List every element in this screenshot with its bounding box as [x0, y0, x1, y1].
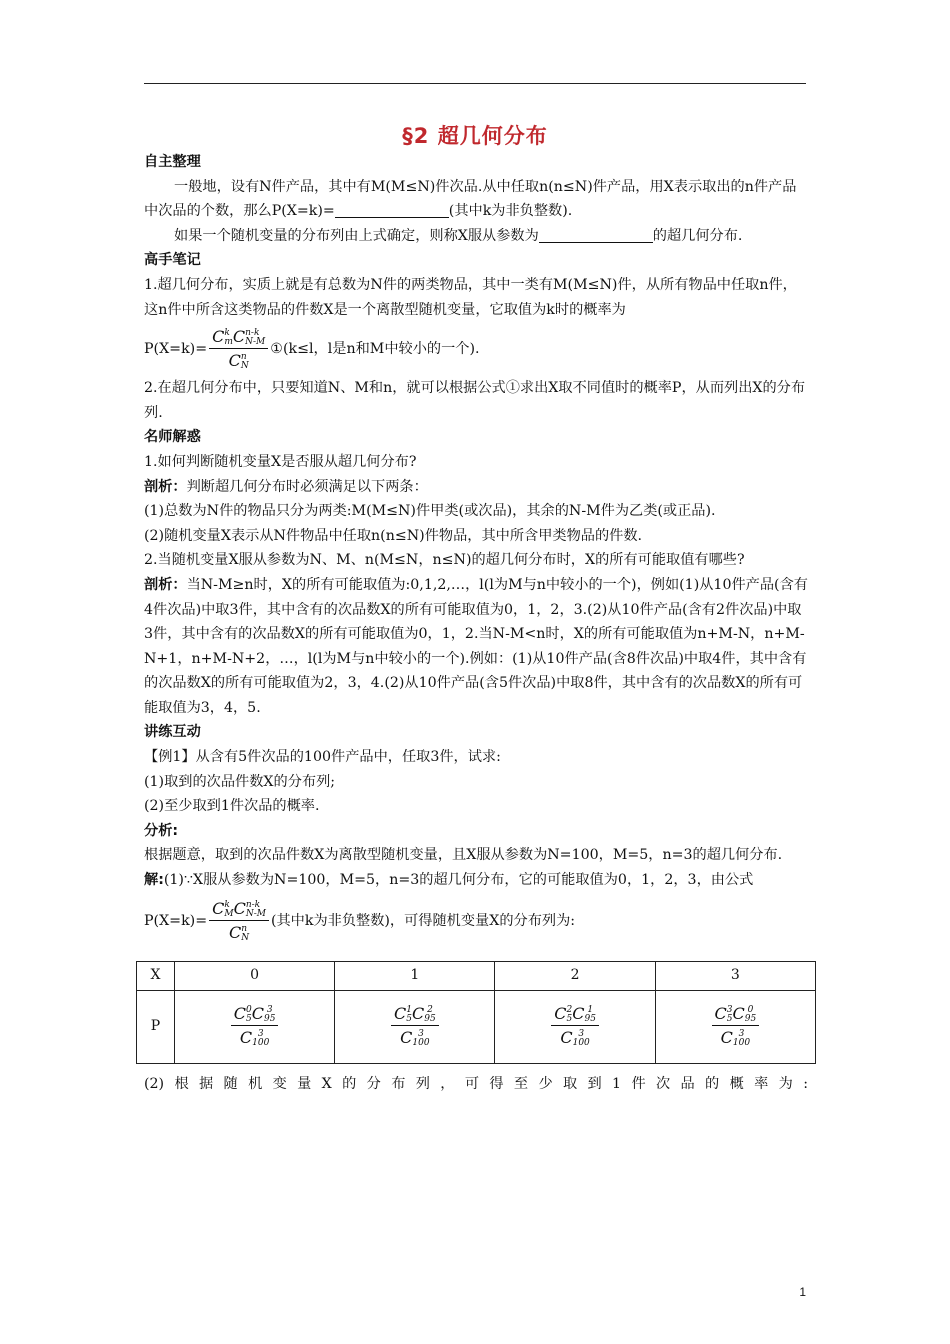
analysis-label: 剖析： [144, 576, 187, 593]
text: 如果一个随机变量的分布列由上式确定，则称X服从参数为 [174, 227, 539, 244]
table-header-cell: 1 [335, 961, 495, 990]
note-1: 1.超几何分布，实质上就是有总数为N件的两类物品，其中一类有M(M≤N)件，从所有物品中任取n件，这n件中所含这类物品的件数X是一个离散型随机变量，它取值为k时的概率为 [144, 276, 797, 318]
text: 当N-M≥n时，X的所有可能取值为:0,1,2,…，l(l为M与n中较小的一个)，例如(1)从10件产品(含有4件次品)中取3件，其中含有的次品数X的所有可能取值为0，1，2，3.(2)从10件产品(含有2件次品)中取3件，其中含有的次品数X的所有可能取值为0，1，2.当N-M<n时，X的所有可能取值为n+M-N，n+M-N+1，n+M-N+2，…，l(l为M与n中较小的一个).例如：(1)从10件产品(含8件次品)中取4件，其中含有的次品数X的所有可能取值为2，3，4.(2)从10件产品(含5件次品)中取8件，其中含有的次品数X的所有可能取值为3，4，5. [144, 576, 808, 716]
table-row [137, 990, 816, 1063]
table-header-cell: 3 [655, 961, 815, 990]
table-header-cell: X [137, 961, 175, 990]
distribution-table [136, 961, 816, 1064]
text: 判断超几何分布时必须满足以下两条： [186, 478, 428, 495]
table-cell: P [137, 990, 175, 1063]
table-cell: C 2 5 C 1 95 C 3 100 [495, 990, 655, 1063]
example-part-2: (2)至少取到1件次品的概率. [144, 798, 320, 815]
section-heading: 讲练互动 [144, 724, 201, 741]
analysis-2 [144, 573, 808, 721]
section-heading: 名师解惑 [144, 429, 201, 446]
note-2: 2.在超几何分布中，只要知道N、M和n，就可以根据公式①求出X取不同值时的概率P，从而列出X的分布列. [144, 380, 806, 421]
formula-rhs: ①(k≤l，l是n和M中较小的一个). [270, 340, 480, 357]
table-cell: C 1 5 C 2 95 C 3 100 [335, 990, 495, 1063]
table-cell: C 0 5 C 3 95 C 3 100 [175, 990, 335, 1063]
combination-fraction: C k M C n-k N-M C n N [209, 900, 269, 943]
text: 一般地，设有N件产品，其中有M(M≤N)件次品.从中任取n(n≤N)件产品，用X表示取出的n件产品中次品的个数，那么P(X=k)= [144, 178, 797, 220]
page-title: §2 超几何分布 [402, 124, 548, 148]
formula-1 [144, 322, 808, 376]
formula-2 [144, 893, 808, 951]
page-number: 1 [799, 1285, 806, 1299]
text: (其中k为非负整数). [448, 203, 573, 220]
text: 的超几何分布. [652, 227, 743, 244]
text: 从含有5件次品的100件产品中，任取3件，试求: [195, 749, 501, 766]
combination-fraction: C k m C n-k N-M C n N [209, 328, 268, 371]
solution [144, 868, 808, 893]
solution-part-2: (2)根据随机变量X的分布列，可得至少取到1件次品的概率为: [144, 1075, 808, 1092]
analysis-1-point-1: (1)总数为N件的物品只分为两类:M(M≤N)件甲类(或次品)，其余的N-M件为乙类(或正品). [144, 503, 716, 520]
example-label: 【例1】 [144, 749, 196, 766]
section-heading: 高手笔记 [144, 252, 201, 269]
header-rule [144, 83, 806, 84]
solution-label: 解: [144, 872, 164, 889]
question-2: 2.当随机变量X服从参数为N、M、n(M≤N，n≤N)的超几何分布时，X的所有可能取值有哪些? [144, 552, 745, 569]
table-header-cell: 2 [495, 961, 655, 990]
analysis-label: 分析: [144, 822, 179, 839]
formula-lhs: P(X=k)= [144, 340, 208, 357]
paragraph [144, 175, 808, 224]
analysis-1 [144, 475, 808, 500]
example-part-1: (1)取到的次品件数X的分布列; [144, 773, 336, 790]
section-heading: 自主整理 [144, 154, 201, 170]
analysis-1-point-2: (2)随机变量X表示从N件物品中任取n(n≤N)件物品，其中所含甲类物品的件数. [144, 527, 643, 544]
paragraph [144, 224, 808, 249]
fill-blank [335, 201, 449, 218]
analysis-text: 根据题意，取到的次品件数X为离散型随机变量，且X服从参数为N=100，M=5，n=3的超几何分布. [144, 847, 783, 864]
fill-blank [539, 226, 653, 243]
table-cell: C 3 5 C 0 95 C 3 100 [655, 990, 815, 1063]
text: (1)∵X服从参数为N=100，M=5，n=3的超几何分布，它的可能取值为0，1，2，3，由公式 [163, 872, 754, 889]
table-header-cell: 0 [175, 961, 335, 990]
table-row [137, 961, 816, 990]
formula-rhs: (其中k为非负整数)，可得随机变量X的分布列为: [270, 913, 576, 930]
analysis-label: 剖析： [144, 478, 187, 495]
question-1: 1.如何判断随机变量X是否服从超几何分布? [144, 453, 417, 470]
formula-lhs: P(X=k)= [144, 913, 208, 930]
example-1 [144, 745, 808, 770]
body-content [144, 150, 808, 1096]
